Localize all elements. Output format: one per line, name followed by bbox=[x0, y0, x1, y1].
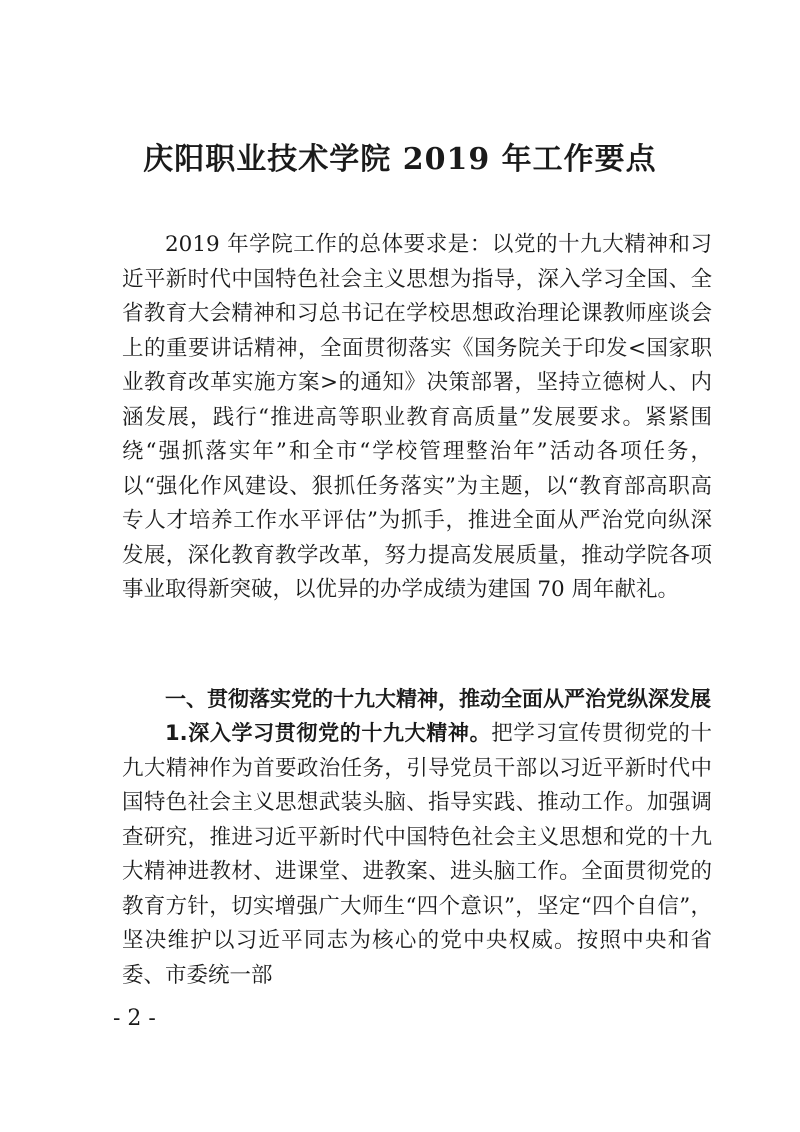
intro-paragraph: 2019 年学院工作的总体要求是：以党的十九大精神和习近平新时代中国特色社会主义思想为指导，深入学习全国、全省教育大会精神和习总书记在学校思想政治理论课教师座谈会上的重要讲话精神，全面贯彻落实《国务院关于印发<国家职业教育改革实施方案>的通知》决策部署，坚持立德树人、内涵发展，践行“推进高等职业教育高质量”发展要求。紧紧围绕“强抓落实年”和全市“学校管理整治年”活动各项任务，以“强化作风建设、狠抓任务落实”为主题，以“教育部高职高专人才培养工作水平评估”为抓手，推进全面从严治党向纵深发展，深化教育教学改革，努力提高发展质量，推动学院各项事业取得新突破，以优异的办学成绩为建国 70 周年献礼。 bbox=[122, 232, 712, 602]
item-paragraph bbox=[122, 716, 712, 993]
item-body-text: 把学习宣传贯彻党的十九大精神作为首要政治任务，引导党员干部以习近平新时代中国特色社会主义思想武装头脑、指导实践、推动工作。加强调查研究，推进习近平新时代中国特色社会主义思想和党的十九大精神进教材、进课堂、进教案、进头脑工作。全面贯彻党的教育方针，切实增强广大师生“四个意识”，坚定“四个自信”，坚决维护以习近平同志为核心的党中央权威。按照中央和省委、市委统一部 bbox=[122, 721, 712, 988]
section-heading: 一、贯彻落实党的十九大精神，推动全面从严治党纵深发展 bbox=[165, 687, 711, 711]
item-lead-text: 1.深入学习贯彻党的十九大精神。 bbox=[165, 721, 492, 745]
page-number: - 2 - bbox=[113, 1006, 156, 1031]
document-title: 庆阳职业技术学院 2019 年工作要点 bbox=[143, 142, 657, 177]
